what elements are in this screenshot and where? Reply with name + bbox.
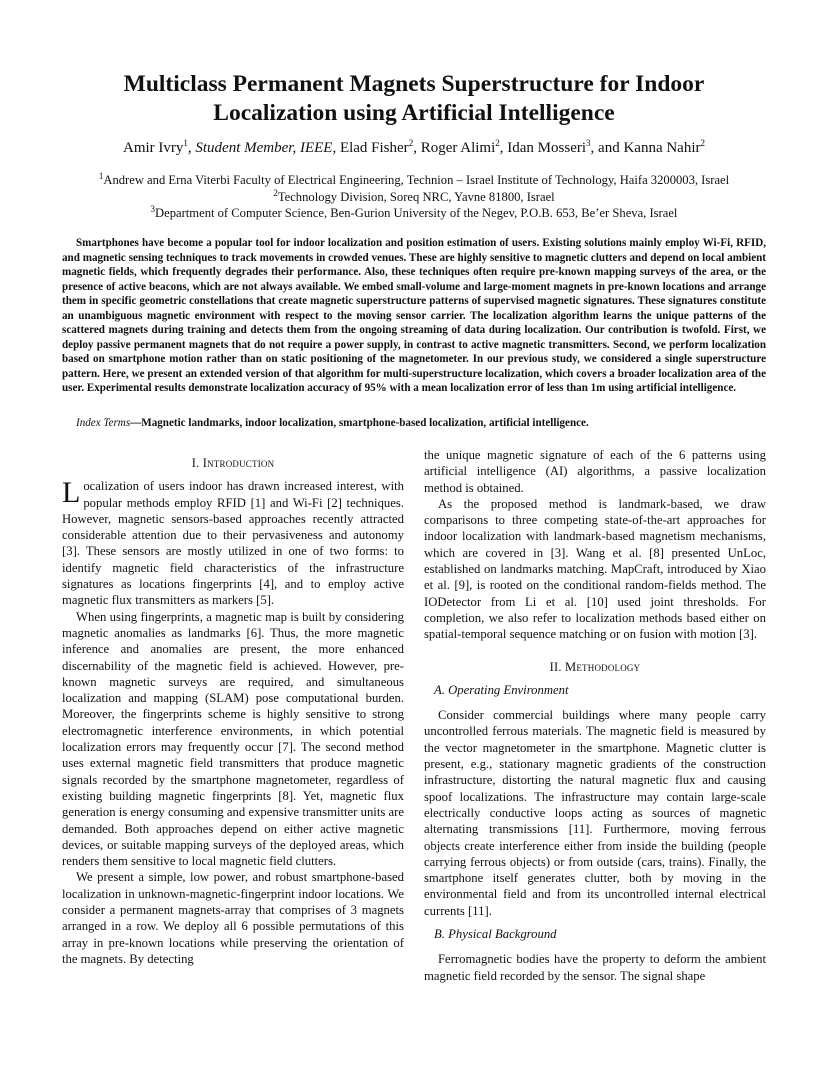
affiliation-marker: 2 <box>273 187 278 198</box>
intro-paragraph-1 <box>62 478 404 608</box>
section-heading-methodology <box>424 659 766 675</box>
index-terms-label: Index Terms <box>76 417 131 429</box>
abstract: Smartphones have become a popular tool for indoor localization and position estimation of users. Existing solutions mainly employ Wi-Fi, RFID, and magnetic sensing techniques to track movements in crowded venues. These are highly sensitive to magnetic clutters and depend on local ambient magnetic fields, which frequently degrades their performance. Also, these techniques often require pre-known mapping surveys of the area, or the presence of active beacons, which are not always available. We embed small-volume and large-moment magnets in pre-known locations and arrange them in specific geometric constellations that create magnetic superstructure patterns of supervised magnetic signatures. These signatures constitute an unambiguous magnetic environment with respect to the moving sensor carrier. The localization algorithm learns the unique patterns of the scattered magnets during training and detects them from the ongoing streaming of data during localization. Our contribution is twofold. First, we deploy passive permanent magnets that do not require a power supply, in contrast to active magnetic transmitters. Second, we perform localization based on smartphone motion rather than on static positioning of the magnetometer. In our previous study, we considered a single superstructure pattern. Here, we present an extended version of that algorithm for multi-superstructure localization, which covers a broader localization area of the user. Experimental results demonstrate localization accuracy of 95% with a mean localization error of less than 1m using artificial intelligence. <box>62 237 766 395</box>
drop-cap: L <box>62 476 81 510</box>
intro-paragraph-1-text: ocalization of users indoor has drawn increased interest, with popular methods employ RFID [1] and Wi-Fi [2] techniques. However, magnetic sensors-based approaches recently attracted considerable attention due to their pervasiveness and autonomy [3]. These sensors are mostly utilized in one of two forms: to identify magnetic field characteristics of the infrastructure signatures as locations fingerprints [4], and to employ active magnetic flux transmitters as markers [5]. <box>62 479 404 608</box>
subsection-title: Operating Environment <box>448 682 569 697</box>
subsection-label: B. <box>434 927 445 942</box>
affiliation-text: Department of Computer Science, Ben-Gurion University of the Negev, P.O.B. 653, Be’er Sheva, Israel <box>155 206 678 220</box>
index-terms-text: —Magnetic landmarks, indoor localization, smartphone-based localization, artificial intelligence. <box>130 417 589 429</box>
author-name: Roger Alimi <box>420 140 496 156</box>
index-terms <box>62 416 766 431</box>
author-affiliation-marker: 2 <box>408 138 414 148</box>
paper-title-line-2: Localization using Artificial Intelligence <box>213 100 615 126</box>
affiliation-line <box>30 205 798 222</box>
author-affiliation-marker: 2 <box>495 138 500 148</box>
paper-title <box>60 70 768 128</box>
intro-paragraph-2: When using fingerprints, a magnetic map is built by considering magnetic anomalies as landmarks [6]. Thus, the more magnetic inference and anomalies are present, the more enhanced discernability of the magnetic field is achieved. However, pre-known magnetic surveys are required, and simultaneous localization and mapping (SLAM) pose computational burden. Moreover, the fingerprints scheme is highly sensitive to strong electromagnetic interference environments, in which potential localization errors may frequently occur [7]. The second method uses external magnetic field transmitters that produce magnetic signals recorded by the smartphone magnetometer, regardless of existing building magnetic fingerprints [8]. Yet, magnetic flux generation is energy consuming and expensive transmitter units are demanded. Both approaches depend on either active magnetic devices, or suitable mapping surveys of the deployed areas, which renders them sensitive to local magnetic field clutters. <box>62 609 404 869</box>
methodology-paragraph-b: Ferromagnetic bodies have the property to deform the ambient magnetic field recorded by the sensor. The signal shape <box>424 952 766 983</box>
right-column <box>424 447 766 984</box>
affiliation-marker: 1 <box>98 170 104 181</box>
author-name: Kanna Nahir <box>623 140 701 156</box>
intro-paragraph-3: We present a simple, low power, and robust smartphone-based localization in unknown-magnetic-fingerprint indoor locations. We consider a permanent magnets-array that comprises of 3 magnets arranged in a row. We deploy all 6 possible permutations of this array in pre-known locations while preserving the orientation of the magnets. By detecting <box>62 870 404 966</box>
affiliation-line <box>30 172 798 189</box>
paper-title-line-1: Multiclass Permanent Magnets Superstructure for Indoor <box>123 71 705 97</box>
author-name: Amir Ivry <box>122 140 184 156</box>
author-affiliation-marker: 1 <box>183 138 188 148</box>
methodology-paragraph-a: Consider commercial buildings where many people carry uncontrolled ferrous materials. The magnetic field is measured by the vector magnetometer in the smartphone. Magnetic clutter is present, e.g., stationary magnetic gradients of the construction infrastructure, distorting the natural magnetic flux and causing spoof localizations. The infrastructure may contain large-scale electrically conductive loops acting as sources of magnetic alternating transmissions [11]. Furthermore, moving ferrous objects create interference either from inside the building (people carrying ferrous objects) or from outside (cars, trains). Finally, the smartphone itself generates clutter, both by moving in the environmental field and from its uncontrolled internal electrical currents [11]. <box>424 708 766 918</box>
section-numeral: I. <box>191 456 200 470</box>
affiliation-line <box>30 189 798 206</box>
section-title: Methodology <box>565 659 641 674</box>
section-title: Introduction <box>202 456 275 470</box>
author-affiliation-marker: 2 <box>700 138 706 148</box>
subsection-heading-operating-environment <box>434 682 766 698</box>
author-affiliation-marker: 3 <box>586 138 591 148</box>
section-numeral: II. <box>549 659 562 674</box>
affiliation-marker: 3 <box>150 203 156 214</box>
left-column <box>62 446 404 967</box>
affiliation-text: Andrew and Erna Viterbi Faculty of Electrical Engineering, Technion – Israel Institute of Technology, Haifa 3200003, Israel <box>103 173 730 187</box>
author-list: Amir Ivry$^1$, Student Member, IEEE, Elad Fisher$^2$, Roger Alimi$^2$, Idan Mosseri$^3$, and Kanna Nahir$^2$ <box>122 138 706 156</box>
author-role: Student Member, IEEE <box>195 140 333 156</box>
subsection-label: A. <box>434 682 445 697</box>
author-conjunction: and <box>598 140 620 156</box>
subsection-title: Physical Background <box>448 927 557 942</box>
author-name: Idan Mosseri <box>507 140 587 156</box>
intro-paragraph-3-continued: the unique magnetic signature of each of the 6 patterns using artificial intelligence (AI) algorithms, a passive localization method is obtained. <box>424 448 766 495</box>
section-heading-introduction <box>62 455 404 471</box>
affiliation-text: Technology Division, Soreq NRC, Yavne 81800, Israel <box>277 189 555 204</box>
subsection-heading-physical-background <box>434 926 766 942</box>
intro-paragraph-4: As the proposed method is landmark-based, we draw comparisons to three competing state-of-the-art approaches for indoor localization with landmark-based magnetism mechanisms, which are covered in [3]. Wang et al. [8] presented UnLoc, established on landmarks matching. MapCraft, introduced by Xiao et al. [9], is rooted on the conditional random-fields method. The IODetector from Li et al. [10] used joint thresholds. For completion, we also refer to localization methods based either on spatial-temporal sequence matching or on fusion with motion [3]. <box>424 496 766 642</box>
affiliation-list <box>30 172 798 222</box>
author-name: Elad Fisher <box>339 140 409 156</box>
